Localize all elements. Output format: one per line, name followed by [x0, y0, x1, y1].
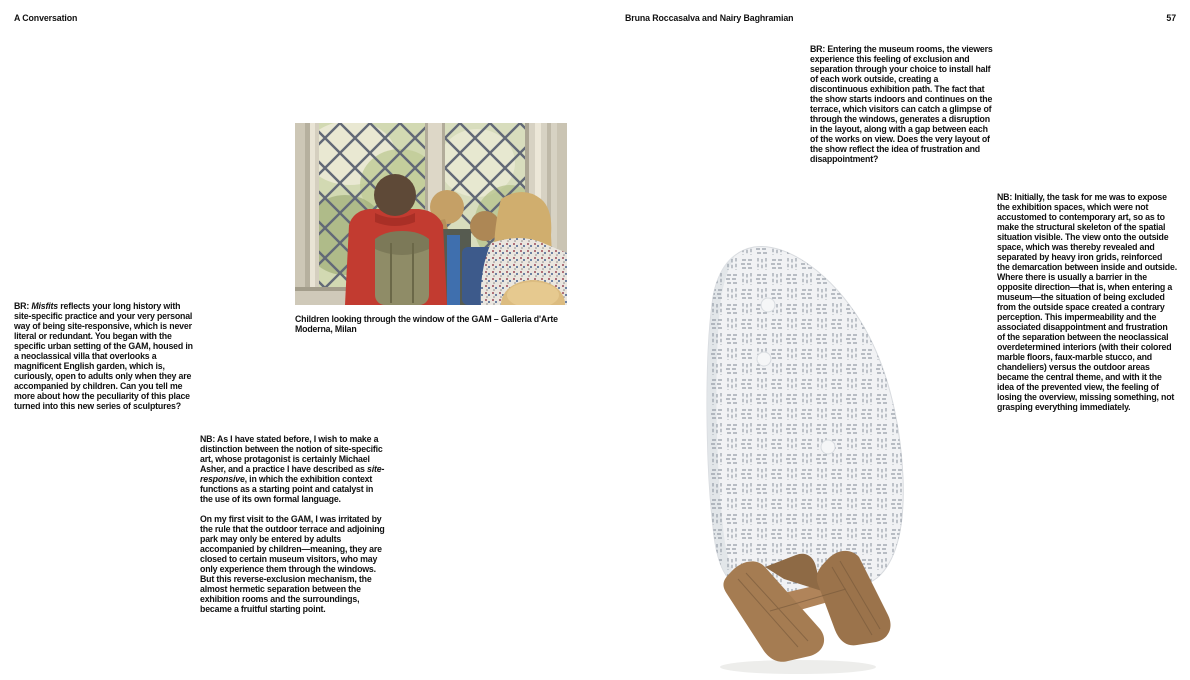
running-head-authors: Bruna Roccasalva and Nairy Baghramian: [625, 13, 794, 23]
floor-shadow: [720, 660, 876, 674]
paragraph-nb-first-visit: On my first visit to the GAM, I was irritated by the rule that the outdoor terrace and adjoining park may only be entered by adults accompanied by children—meaning, they are closed to certain museum visitors, who may only experience them through the windows. But this reverse-exclusion mechanism, the almost hermetic separation between the exhibition rooms and the surroundings, became a fruitful starting point.: [200, 514, 385, 614]
paragraph-text: reflects your long history with site-specific practice and your very personal way of being site-responsive, which is never literal or redundant. You began with the specific urban setting of the GAM, housed in a neoclassical villa that overlooks a magnificent English garden, which is, curiously, open to adults only when they are accompanied by children. Can you tell me more about how the peculiarity of this place turned into this new series of sculptures?: [14, 301, 193, 411]
work-title-italic: Misfits: [31, 301, 58, 311]
paragraph-br-entering: BR: Entering the museum rooms, the viewers experience this feeling of exclusion and separation through your choice to install half of each work outside, creating a discontinuous exhibition path. The fact that the show starts indoors and continues on the terrace, which visitors can catch a glimpse of through the windows, generates a disruption in the layout, along with a gap between each of the works on view. Does the very layout of the show reflect the idea of frustration and disappointment?: [810, 44, 993, 164]
paragraph-text: NB: As I have stated before, I wish to make a distinction between the notion of site-specific art, whose protagonist is certainly Michael Asher, and a practice I have described as: [200, 434, 383, 474]
sculpture-cushion-form: [707, 246, 903, 597]
paragraph-nb-site-responsive: [200, 434, 388, 504]
term-italic: site-responsive: [200, 464, 385, 484]
photo-caption: Children looking through the window of the GAM – Galleria d'Arte Moderna, Milan: [295, 314, 558, 334]
paragraph-br-misfits: [14, 301, 196, 411]
column-nb-answer: [200, 434, 388, 614]
paragraph-nb-initially: NB: Initially, the task for me was to expose the exhibition spaces, which were not accustomed to contemporary art, so as to make the structural skeleton of the spatial situation visible. The view onto the outside space, which was thereby revealed and separated by heavy iron grids, reinforced the demarcation between inside and outside. Where there is usually a barrier in the opposite direction—that is, when entering a museum—the situation of being excluded from the outside space created a contrary perception. This impermeability and the associated disappointment and frustration of the separation between the neoclassical overdetermined interiors (with their colored marble floors, faux-marble stucco, and chandeliers) versus the outdoor areas became the central theme, and with it the idea of the prevented view, the feeling of losing the overview, missing something, not grasping everything immediately.: [997, 192, 1177, 412]
sculpture-illustration: [680, 227, 905, 680]
speaker-label-br: BR:: [14, 301, 32, 311]
window-photo-illustration: [295, 123, 567, 305]
running-head-title: A Conversation: [14, 13, 78, 23]
page-number: 57: [1166, 13, 1176, 23]
photo-children-at-window: [295, 123, 567, 305]
photo-misfits-sculpture: [680, 227, 905, 680]
paragraph-text: , in which the exhibition context functions as a starting point and catalyst in the use of its own formal language.: [200, 474, 374, 504]
